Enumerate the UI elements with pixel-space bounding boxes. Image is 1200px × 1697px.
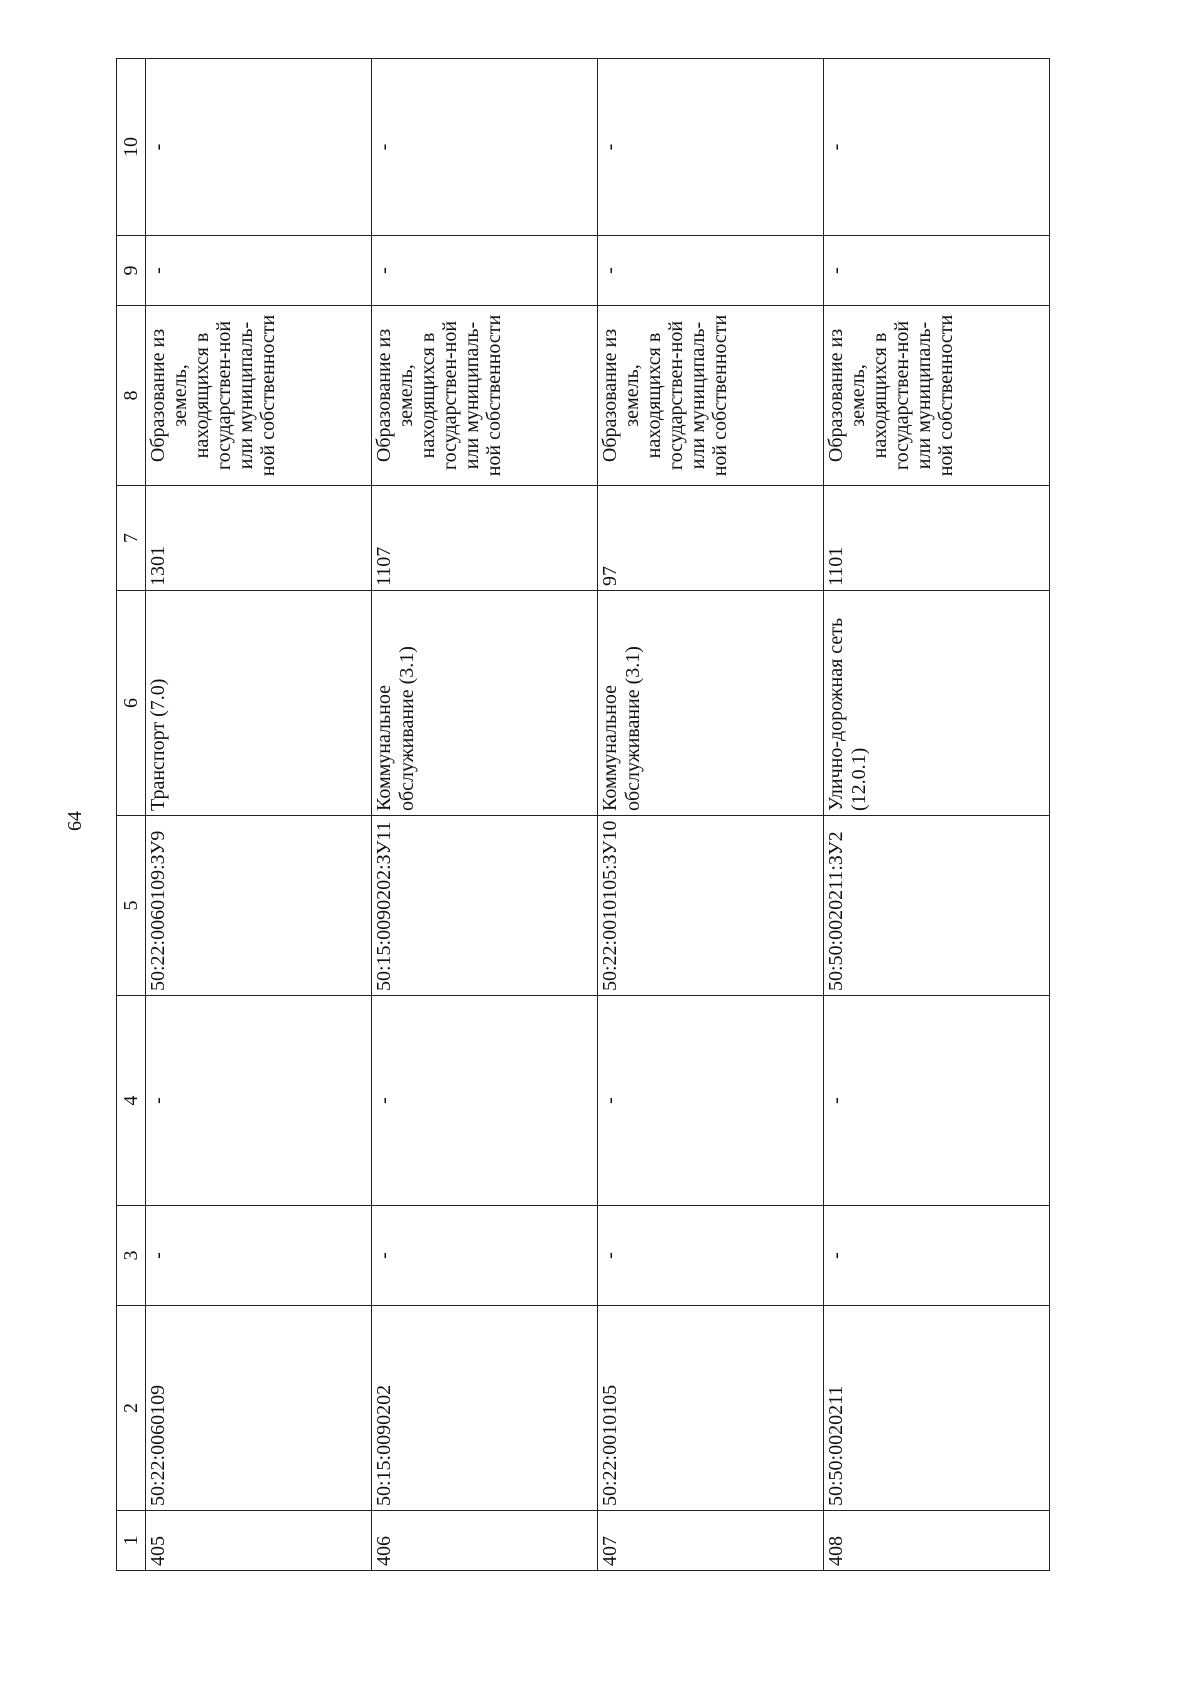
- column-number-4: 4: [117, 996, 146, 1206]
- cell-col-9: -: [824, 236, 1050, 306]
- cell-col-4: -: [598, 996, 824, 1206]
- cell-col-10: -: [824, 59, 1050, 236]
- table-row: [146, 59, 372, 1571]
- cell-col-10: -: [372, 59, 598, 236]
- plot-designation: 50:22:0060109:ЗУ9: [146, 816, 372, 996]
- column-number-3: 3: [117, 1206, 146, 1306]
- plot-designation: 50:15:0090202:ЗУ11: [372, 816, 598, 996]
- table-row: [372, 59, 598, 1571]
- column-number-10: 10: [117, 59, 146, 236]
- cell-col-10: -: [598, 59, 824, 236]
- column-number-7: 7: [117, 486, 146, 591]
- land-plot-table-container: [116, 59, 1050, 1571]
- land-plot-table: [116, 58, 1050, 1571]
- cell-col-3: -: [146, 1206, 372, 1306]
- plot-designation: 50:22:0010105:ЗУ10: [598, 816, 824, 996]
- row-number: 407: [598, 1511, 824, 1571]
- cell-col-9: -: [372, 236, 598, 306]
- column-number-8: 8: [117, 306, 146, 486]
- permitted-use: Коммунальное обслуживание (3.1): [372, 591, 598, 816]
- cadastral-quarter: 50:50:0020211: [824, 1306, 1050, 1511]
- plot-designation: 50:50:0020211:ЗУ2: [824, 816, 1050, 996]
- permitted-use: Транспорт (7.0): [146, 591, 372, 816]
- row-number: 405: [146, 1511, 372, 1571]
- table-row: [598, 59, 824, 1571]
- column-number-6: 6: [117, 591, 146, 816]
- cell-col-4: -: [824, 996, 1050, 1206]
- formation-method: Образование из земель, находящихся в государствен-ной или муниципаль-ной собственности: [146, 306, 372, 486]
- column-number-row: [117, 59, 146, 1571]
- cell-col-4: -: [372, 996, 598, 1206]
- plot-area: 97: [598, 486, 824, 591]
- cell-col-9: -: [598, 236, 824, 306]
- column-number-1: 1: [117, 1511, 146, 1571]
- cadastral-quarter: 50:22:0010105: [598, 1306, 824, 1511]
- row-number: 406: [372, 1511, 598, 1571]
- plot-area: 1301: [146, 486, 372, 591]
- formation-method: Образование из земель, находящихся в государствен-ной или муниципаль-ной собственности: [372, 306, 598, 486]
- permitted-use: Коммунальное обслуживание (3.1): [598, 591, 824, 816]
- cadastral-quarter: 50:15:0090202: [372, 1306, 598, 1511]
- column-number-5: 5: [117, 816, 146, 996]
- plot-area: 1101: [824, 486, 1050, 591]
- cell-col-3: -: [372, 1206, 598, 1306]
- table-row: [824, 59, 1050, 1571]
- cell-col-4: -: [146, 996, 372, 1206]
- formation-method: Образование из земель, находящихся в государствен-ной или муниципаль-ной собственности: [598, 306, 824, 486]
- cell-col-10: -: [146, 59, 372, 236]
- page-number: 64: [64, 811, 86, 831]
- column-number-9: 9: [117, 236, 146, 306]
- plot-area: 1107: [372, 486, 598, 591]
- column-number-2: 2: [117, 1306, 146, 1511]
- permitted-use: Улично-дорожная сеть (12.0.1): [824, 591, 1050, 816]
- cadastral-quarter: 50:22:0060109: [146, 1306, 372, 1511]
- cell-col-3: -: [598, 1206, 824, 1306]
- formation-method: Образование из земель, находящихся в государствен-ной или муниципаль-ной собственности: [824, 306, 1050, 486]
- row-number: 408: [824, 1511, 1050, 1571]
- cell-col-3: -: [824, 1206, 1050, 1306]
- cell-col-9: -: [146, 236, 372, 306]
